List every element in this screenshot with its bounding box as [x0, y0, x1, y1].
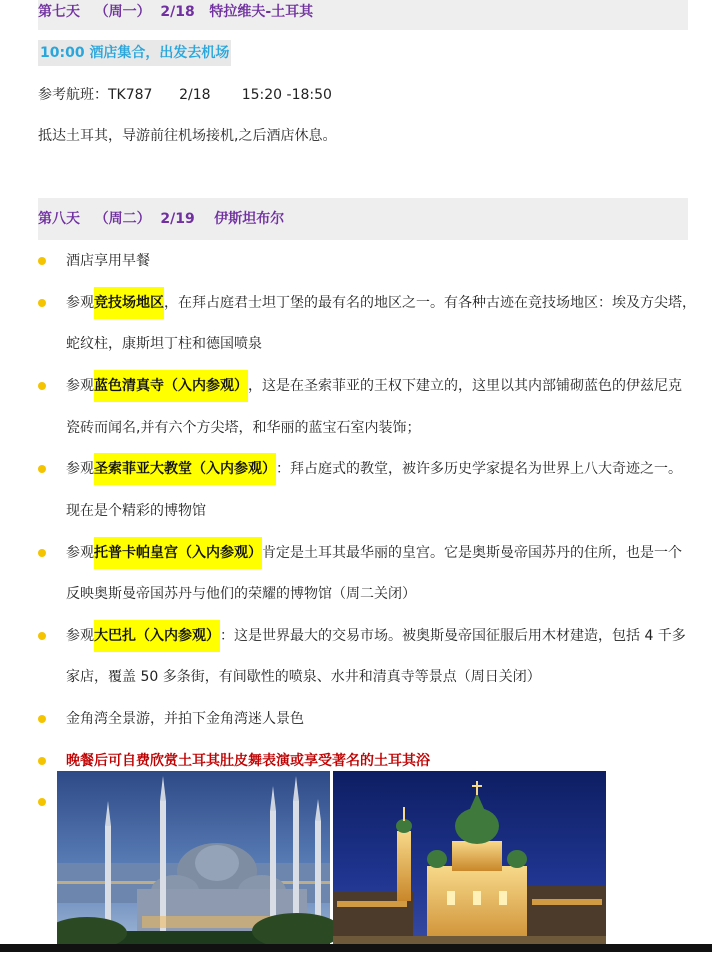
list-item-continuation — [66, 504, 206, 518]
list-item — [66, 546, 682, 560]
item-text: 现在是个精彩的博物馆 — [66, 503, 206, 519]
item-text: 瓷砖而闻名,并有六个方尖塔，和华丽的蓝宝石室内装饰； — [66, 420, 421, 436]
bullet-icon — [38, 549, 46, 557]
day8-header — [38, 198, 688, 240]
item-text: ：这是世界最大的交易市场。被奥斯曼帝国征服后用木材建造，包括 4 千多 — [220, 628, 686, 644]
item-text: 酒店享用早餐 — [66, 253, 150, 269]
item-highlight: 竞技场地区 — [94, 287, 164, 319]
item-text: 家店，覆盖 50 多条街，有间歇性的喷泉、水井和清真寺等景点（周日关闭） — [66, 669, 541, 685]
item-text: ，这是在圣索菲亚的王权下建立的，这里以其内部铺砌蓝色的伊兹尼克 — [248, 378, 682, 394]
item-prefix: 参观 — [66, 295, 94, 311]
bottom-bar — [0, 944, 712, 952]
item-text: 金角湾全景游，并拍下金角湾迷人景色 — [66, 711, 304, 727]
list-item-continuation — [66, 337, 262, 351]
day7-title: 第七天 （周一） 2/18 特拉维夫-土耳其 — [38, 4, 314, 20]
item-text: 肯定是土耳其最华丽的皇宫。它是奥斯曼帝国苏丹的住所，也是一个 — [262, 545, 682, 561]
bullet-icon — [38, 257, 46, 265]
item-highlight: 托普卡帕皇宫（入内参观） — [94, 537, 262, 569]
list-item — [66, 462, 682, 476]
meeting-time: 10:00 酒店集合，出发去机场 — [38, 40, 231, 66]
item-prefix: 参观 — [66, 461, 94, 477]
item-text: 反映奥斯曼帝国苏丹与他们的荣耀的博物馆（周二关闭） — [66, 586, 416, 602]
list-item — [66, 712, 304, 726]
list-item — [66, 629, 686, 643]
list-item-continuation — [66, 587, 416, 601]
bullet-icon — [38, 382, 46, 390]
arrival-note: 抵达土耳其，导游前往机场接机,之后酒店休息。 — [38, 128, 337, 144]
item-highlight: 圣索菲亚大教堂（入内参观） — [94, 453, 276, 485]
list-item — [66, 296, 696, 310]
item-text-red: 晚餐后可自费欣赏土耳其肚皮舞表演或享受著名的土耳其浴 — [66, 753, 430, 769]
item-text: ：拜占庭式的教堂，被许多历史学家提名为世界上八大奇迹之一。 — [276, 461, 682, 477]
bullet-icon — [38, 465, 46, 473]
item-highlight: 蓝色清真寺（入内参观） — [94, 370, 248, 402]
day7-header — [38, 0, 688, 30]
bullet-icon — [38, 299, 46, 307]
bullet-icon — [38, 798, 46, 806]
list-item-continuation — [66, 421, 420, 435]
item-text: ，在拜占庭君士坦丁堡的最有名的地区之一。有各种古迹在竞技场地区：埃及方尖塔， — [164, 295, 696, 311]
list-item — [66, 254, 150, 268]
bullet-icon — [38, 757, 46, 765]
item-highlight: 大巴扎（入内参观） — [94, 620, 220, 652]
list-item-continuation — [66, 670, 541, 684]
item-prefix: 参观 — [66, 545, 94, 561]
blue-mosque-night-photo — [57, 771, 342, 952]
flight-info: 参考航班：TK787 2/18 15:20 -18:50 — [38, 87, 332, 103]
onion-dome-cathedral-night-photo — [333, 771, 606, 952]
bullet-icon — [38, 715, 46, 723]
list-item — [66, 379, 682, 393]
bullet-icon — [38, 632, 46, 640]
photo-area — [57, 771, 606, 952]
item-prefix: 参观 — [66, 628, 94, 644]
day8-title: 第八天 （周二） 2/19 伊斯坦布尔 — [38, 211, 285, 227]
item-prefix: 参观 — [66, 378, 94, 394]
list-item — [66, 754, 430, 768]
item-text: 蛇纹柱，康斯坦丁柱和德国喷泉 — [66, 336, 262, 352]
